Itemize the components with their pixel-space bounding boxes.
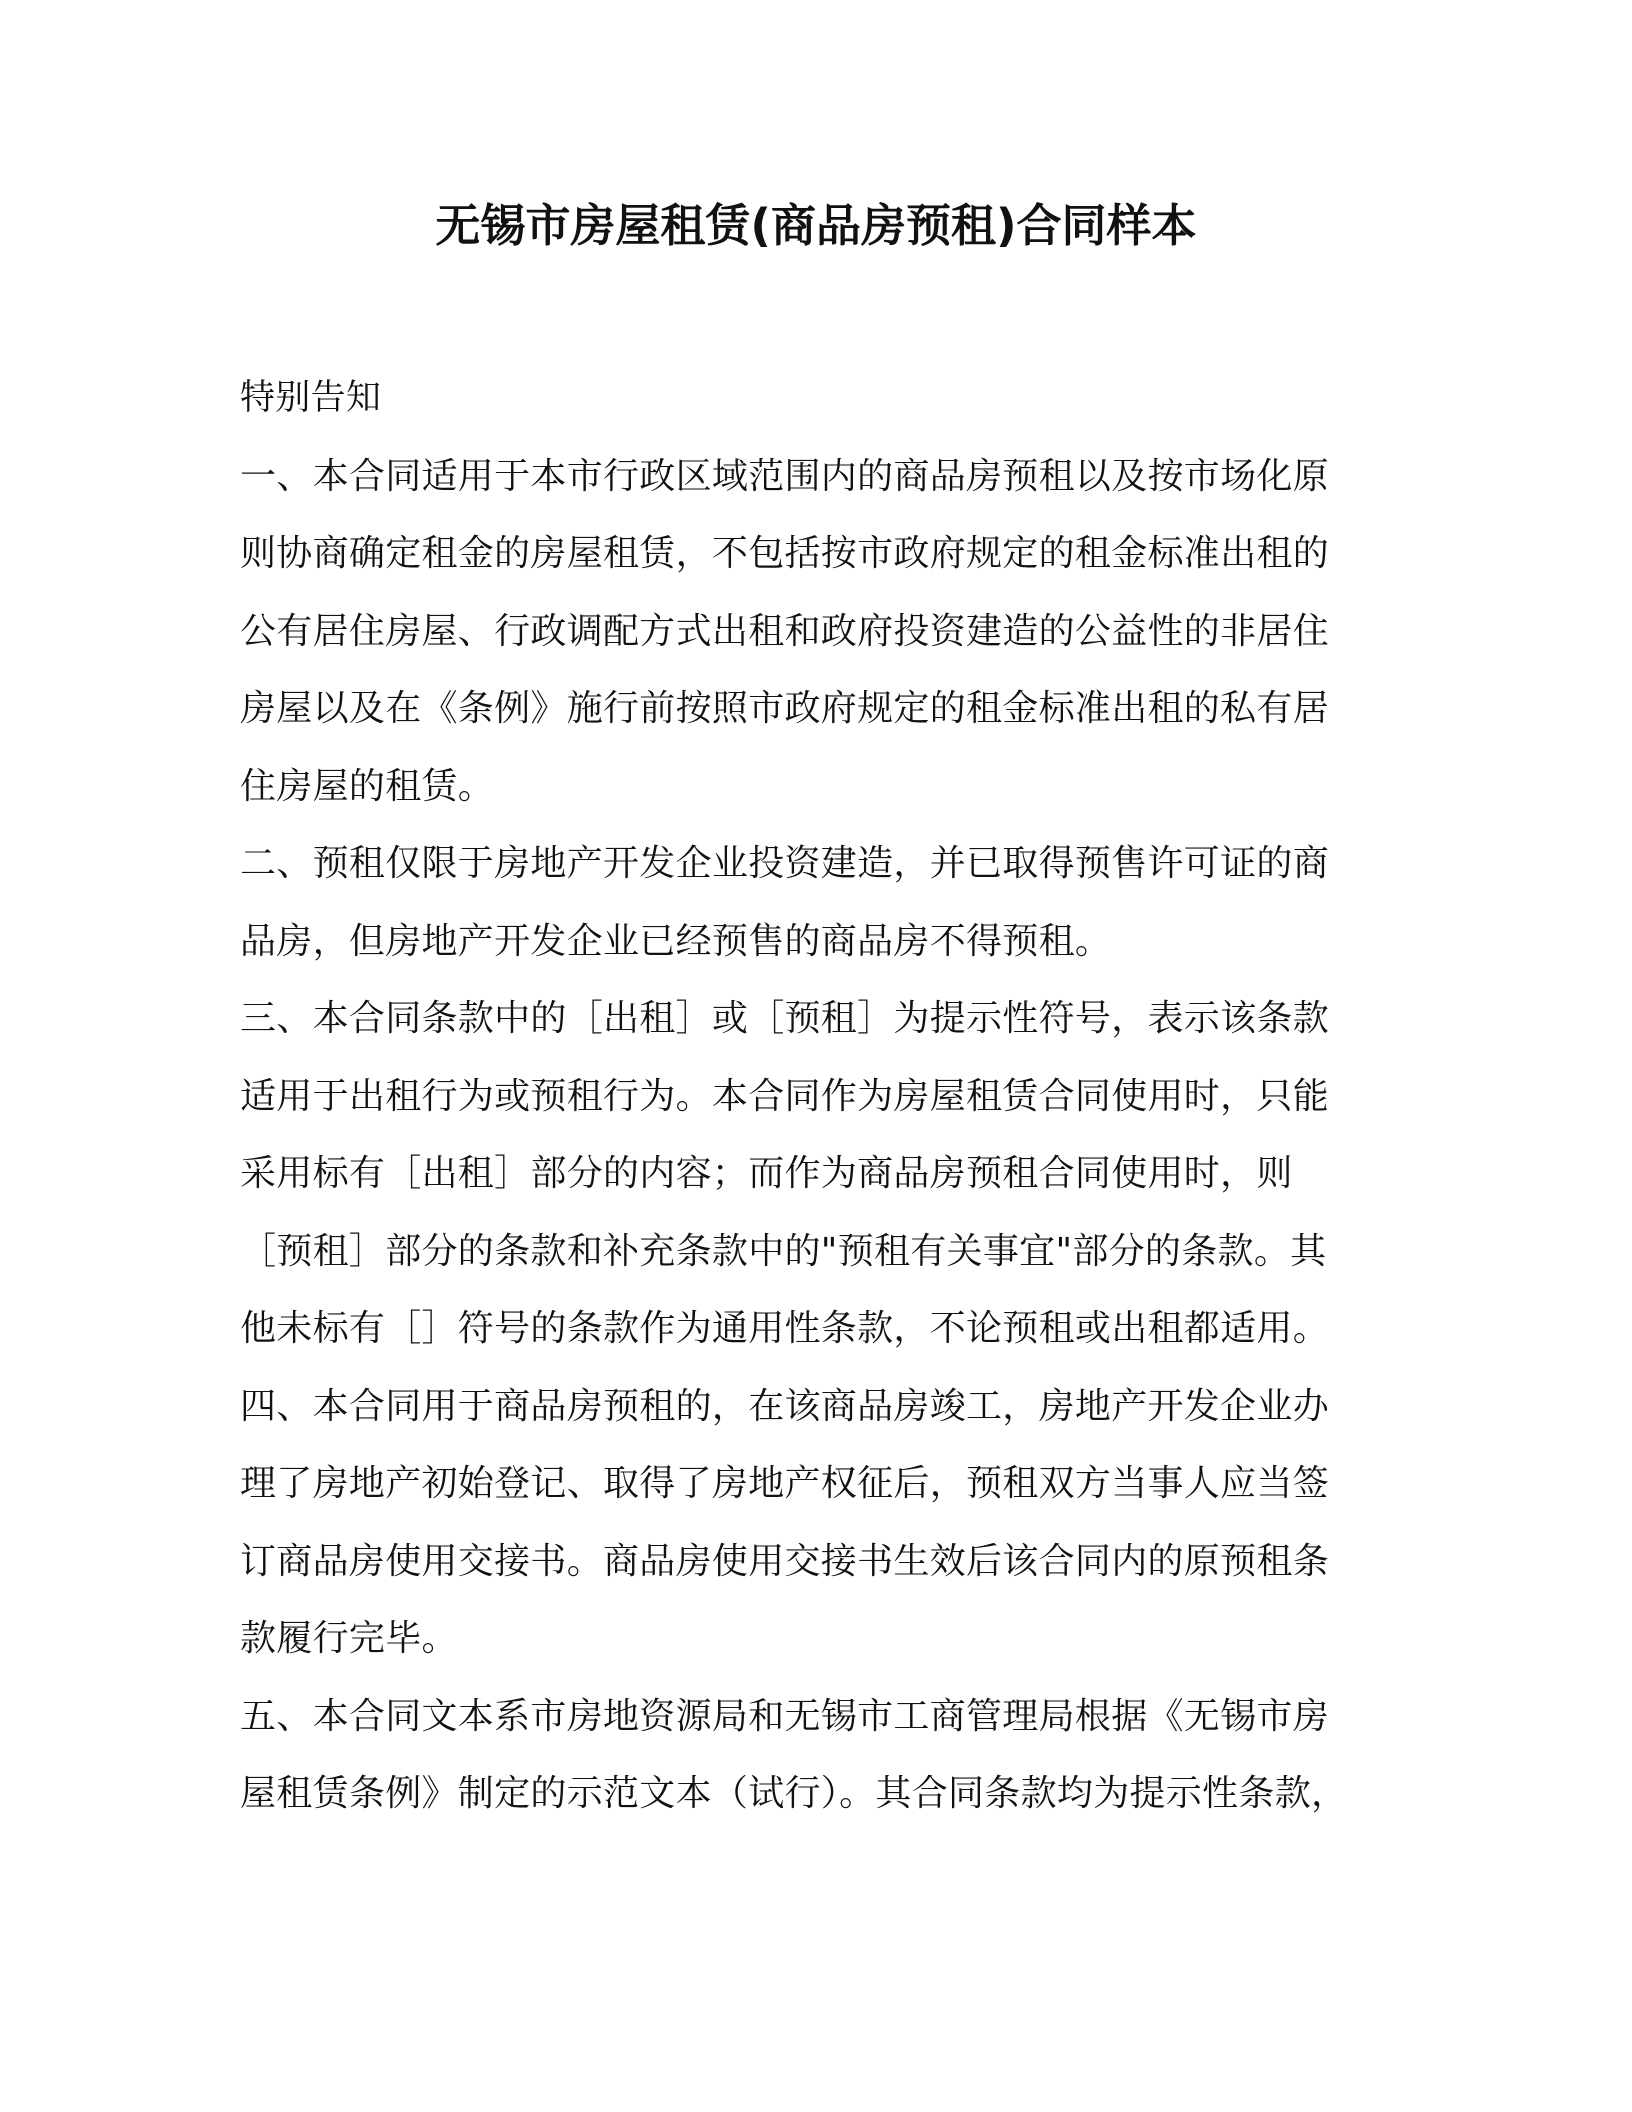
document-title: 无锡市房屋租赁(商品房预租)合同样本 (435, 199, 1197, 252)
body-line: 二、预租仅限于房地产开发企业投资建造，并已取得预售许可证的商 (240, 843, 1330, 884)
body-line: 一、本合同适用于本市行政区域范围内的商品房预租以及按市场化原 (240, 455, 1330, 497)
body-line: 住房屋的租赁。 (240, 765, 495, 807)
body-line: 适用于出租行为或预租行为。本合同作为房屋租赁合同使用时，只能 (240, 1075, 1330, 1117)
body-line: 订商品房使用交接书。商品房使用交接书生效后该合同内的原预租条 (240, 1540, 1330, 1582)
body-line: 理了房地产初始登记、取得了房地产权征后，预租双方当事人应当签 (240, 1463, 1330, 1504)
body-line: 则协商确定租金的房屋租赁，不包括按市政府规定的租金标准出租的 (240, 533, 1330, 574)
notice-heading: 特别告知 (240, 378, 382, 418)
body-line: 屋租赁条例》制定的示范文本（试行）。其合同条款均为提示性条款， (240, 1773, 1348, 1814)
body-line: 采用标有［出租］部分的内容；而作为商品房预租合同使用时，则 (240, 1153, 1293, 1194)
body-line: 三、本合同条款中的［出租］或［预租］为提示性符号，表示该条款 (240, 998, 1330, 1039)
body-line: ［预租］部分的条款和补充条款中的"预租有关事宜"部分的条款。其 (240, 1230, 1327, 1272)
document-body (240, 360, 1410, 1833)
body-line: 品房，但房地产开发企业已经预售的商品房不得预租。 (240, 920, 1112, 962)
body-line: 款履行完毕。 (240, 1618, 458, 1659)
body-line: 他未标有［］符号的条款作为通用性条款，不论预租或出租都适用。 (240, 1308, 1330, 1349)
body-line: 四、本合同用于商品房预租的，在该商品房竣工，房地产开发企业办 (240, 1385, 1330, 1427)
body-line: 房屋以及在《条例》施行前按照市政府规定的租金标准出租的私有居 (240, 688, 1330, 729)
body-line: 公有居住房屋、行政调配方式出租和政府投资建造的公益性的非居住 (240, 610, 1330, 652)
body-line: 五、本合同文本系市房地资源局和无锡市工商管理局根据《无锡市房 (240, 1695, 1330, 1737)
